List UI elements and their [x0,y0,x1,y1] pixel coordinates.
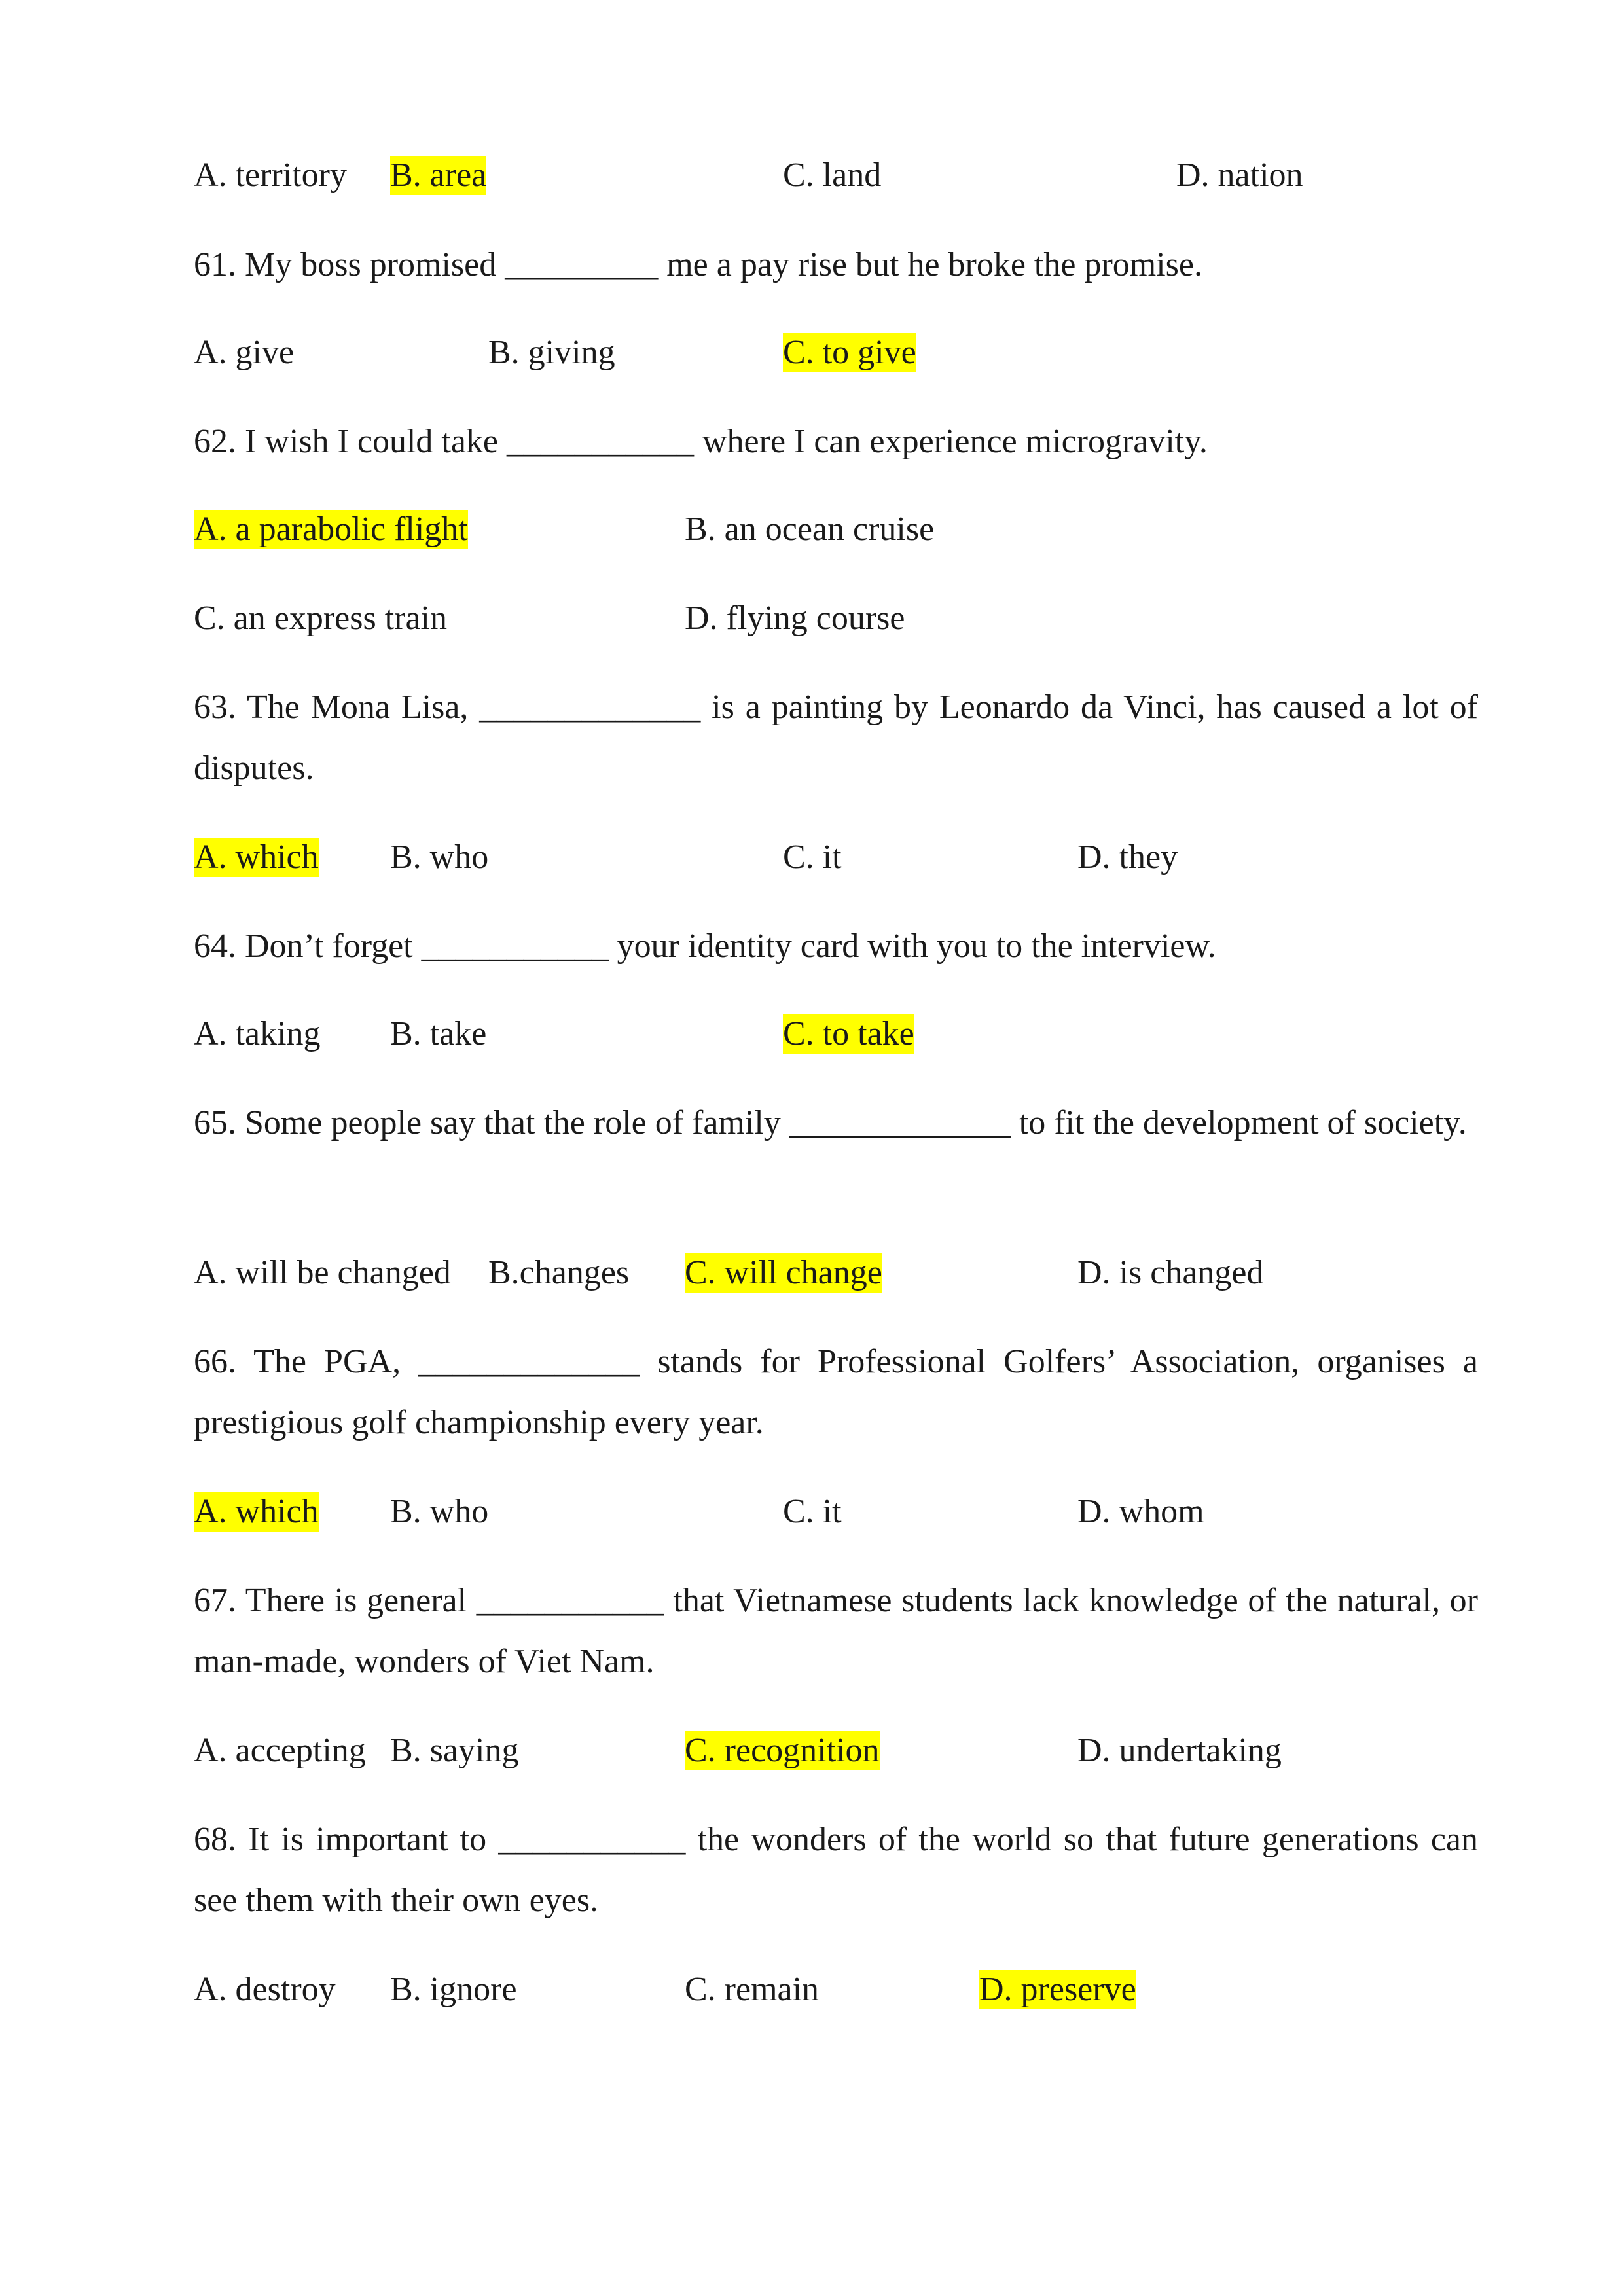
answer-option: B. take [390,1015,487,1052]
answer-option-highlighted: C. will change [685,1254,882,1291]
answer-option-highlighted: A. which [194,1493,319,1530]
answer-option: C. land [783,156,882,194]
answer-option-highlighted: A. a parabolic flight [194,511,468,548]
answer-option-highlighted: A. which [194,838,319,876]
answer-option: C. it [783,838,842,876]
answer-option-highlighted: C. to give [783,334,916,371]
question-text: 68. It is important to ___________ the wonders of the world so that future generations can see them with their own eyes. [194,1821,1478,1919]
answer-option: B. an ocean cruise [685,511,935,548]
answer-option: B. saying [390,1732,519,1769]
answer-option: D. they [1077,838,1178,876]
answer-option: A. accepting [194,1732,366,1769]
answer-option: B.changes [488,1254,630,1291]
answer-option: A. will be changed [194,1254,451,1291]
answer-option: D. undertaking [1077,1732,1282,1769]
answer-option: C. remain [685,1971,820,2008]
answer-option: D. is changed [1077,1254,1264,1291]
answer-option: B. who [390,838,489,876]
question-text: 62. I wish I could take ___________ where I can experience microgravity. [194,423,1208,460]
answer-option: B. who [390,1493,489,1530]
question-text: 64. Don’t forget ___________ your identity card with you to the interview. [194,927,1216,965]
question-text: 63. The Mona Lisa, _____________ is a painting by Leonardo da Vinci, has caused a lot of disputes. [194,689,1478,787]
answer-option: B. ignore [390,1971,517,2008]
answer-option-highlighted: C. to take [783,1015,914,1052]
answer-option: B. giving [488,334,615,371]
question-text: 65. Some people say that the role of family _____________ to fit the development of society. [194,1104,1467,1141]
answer-option-highlighted: D. preserve [979,1971,1136,2008]
answer-option: D. flying course [685,600,905,637]
answer-option: D. whom [1077,1493,1204,1530]
answer-option: D. nation [1176,156,1303,194]
question-text: 61. My boss promised _________ me a pay rise but he broke the promise. [194,246,1202,283]
answer-option-highlighted: B. area [390,156,487,194]
answer-option: C. an express train [194,600,448,637]
answer-option: A. destroy [194,1971,336,2008]
question-text: 67. There is general ___________ that Vietnamese students lack knowledge of the natural, or man-made, wonders of Viet Nam. [194,1582,1478,1680]
answer-option: A. territory [194,156,347,194]
question-text: 66. The PGA, _____________ stands for Professional Golfers’ Association, organises a prestigious golf championship every year. [194,1343,1478,1441]
answer-option-highlighted: C. recognition [685,1732,880,1769]
answer-option: A. taking [194,1015,321,1052]
answer-option: C. it [783,1493,842,1530]
answer-option: A. give [194,334,295,371]
